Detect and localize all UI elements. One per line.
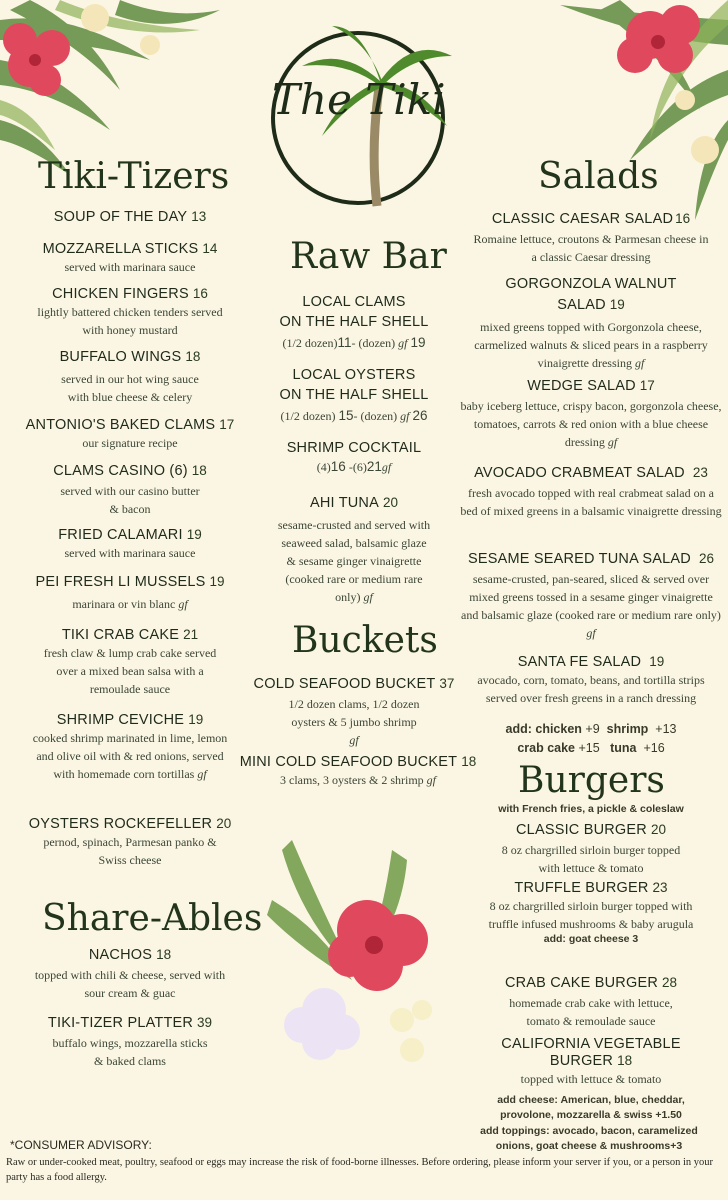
menu-item — [10, 285, 250, 339]
menu-item — [10, 946, 250, 1002]
menu-item — [460, 550, 722, 642]
item-name: SOUP OF THE DAY — [53, 209, 188, 225]
item-description: marinara or vin blanc gf — [72, 597, 188, 611]
menu-item — [10, 711, 250, 783]
item-description: lightly battered chicken tenders served with honey mustard — [37, 305, 223, 337]
menu-item — [10, 815, 250, 869]
item-name: TIKI-TIZER PLATTER — [47, 1015, 194, 1031]
item-name: SHRIMP COCKTAIL — [286, 440, 422, 456]
menu-item — [236, 440, 472, 476]
menu-item — [460, 879, 722, 945]
menu-item — [10, 1014, 250, 1070]
gluten-free-mark: gf — [426, 773, 436, 787]
item-description: 1/2 dozen clams, 1/2 dozen oysters & 5 jumbo shrimp gf — [288, 697, 420, 747]
share-ables-heading: Share-Ables — [42, 898, 263, 939]
item-price: 23 — [692, 465, 708, 480]
item-description: served with our casino butter & bacon — [60, 484, 200, 516]
item-description: homemade crab cake with lettuce, tomato & remoulade sauce — [509, 996, 673, 1028]
item-name: TRUFFLE BURGER — [514, 880, 649, 896]
item-name: COLD SEAFOOD BUCKET — [253, 676, 436, 692]
menu-item — [236, 675, 472, 749]
gluten-free-mark: gf — [586, 626, 596, 640]
logo-text-the: The Tiki — [272, 75, 446, 124]
item-price: 23 — [652, 880, 668, 895]
item-description: sesame-crusted and served with seaweed salad, balsamic glaze & sesame ginger vinaigrette (cooked rare or medium rare only) gf — [277, 518, 431, 604]
item-price: 20 — [216, 816, 232, 831]
gluten-free-mark: gf — [363, 590, 373, 604]
item-price: 19 — [188, 712, 204, 727]
item-description: avocado, corn, tomato, beans, and tortilla strips served over fresh greens in a ranch dressing — [477, 673, 705, 705]
item-description: sesame-crusted, pan-seared, sliced & served over mixed greens tossed in a sesame ginger vinaigrette and balsamic glaze (cooked rare or medium rare only) gf — [461, 572, 721, 640]
item-price: 18 — [617, 1053, 633, 1068]
item-name: SESAME SEARED TUNA SALAD — [468, 551, 691, 567]
item-name: CHICKEN FINGERS — [52, 286, 189, 302]
menu-item — [460, 821, 722, 877]
item-price: 18 — [191, 463, 207, 478]
burgers-heading: Burgers — [518, 760, 665, 801]
the-tiki-logo — [262, 26, 462, 216]
item-price: 16 — [675, 211, 691, 226]
burger-add-toppings: add toppings: avocado, bacon, caramelized onions, goat cheese & mushrooms+3 — [480, 1125, 698, 1152]
item-description: topped with chili & cheese, served with sour cream & guac — [34, 968, 226, 1000]
item-name: CALIFORNIA VEGETABLE — [501, 1036, 681, 1052]
gluten-free-mark: gf — [349, 733, 359, 747]
item-price: 20 — [650, 822, 666, 837]
item-description: buffalo wings, mozzarella sticks & baked clams — [52, 1036, 208, 1068]
item-price: 19 — [209, 574, 225, 589]
item-name: GORGONZOLA WALNUT — [505, 276, 677, 292]
item-price: 13 — [191, 209, 207, 224]
item-name: CRAB CAKE BURGER — [504, 975, 659, 991]
menu-item — [460, 210, 722, 266]
item-price: 18 — [185, 349, 201, 364]
tiki-tizers-heading: Tiki-Tizers — [38, 156, 230, 197]
menu-item — [10, 573, 250, 613]
menu-item — [460, 653, 722, 707]
item-description: baby iceberg lettuce, crispy bacon, gorgonzola cheese, tomatoes, carrots & red onion with a blue cheese dressing gf — [460, 399, 722, 449]
item-price: 17 — [639, 378, 655, 393]
item-price-line: (1/2 dozen) 15- (dozen) gf 26 — [280, 408, 428, 423]
item-price: 19 — [609, 297, 625, 312]
item-name: ON THE HALF SHELL — [279, 387, 429, 403]
item-name: AHI TUNA — [309, 495, 379, 511]
menu-item — [10, 348, 250, 406]
item-price-line: (1/2 dozen)11- (dozen) gf 19 — [282, 335, 426, 350]
item-name: LOCAL OYSTERS — [292, 367, 416, 383]
item-name: LOCAL CLAMS — [302, 294, 406, 310]
menu-item — [10, 416, 250, 452]
menu-item — [10, 462, 250, 518]
tropical-leaves-top-left-illustration — [0, 0, 230, 180]
hibiscus-bouquet-illustration — [262, 820, 462, 1080]
item-description: topped with lettuce & tomato — [520, 1072, 662, 1086]
item-name: CLASSIC CAESAR SALAD — [491, 211, 674, 227]
item-description: fresh avocado topped with real crabmeat salad on a bed of mixed greens in a balsamic vinaigrette dressing — [460, 486, 722, 518]
item-description: fresh claw & lump crab cake served over a mixed bean salsa with a remoulade sauce — [43, 646, 217, 696]
item-price: 39 — [197, 1015, 213, 1030]
item-name: SANTA FE SALAD — [517, 654, 642, 670]
item-description: served with marinara sauce — [64, 546, 196, 560]
item-name: ON THE HALF SHELL — [279, 314, 429, 330]
consumer-advisory-text: Raw or under-cooked meat, poultry, seafood or eggs may increase the risk of food-borne illnesses. Before ordering, please inform your server if you, or a person in your party has a food allergy. — [6, 1157, 714, 1183]
item-name: TIKI CRAB CAKE — [61, 627, 180, 643]
truffle-burger-add-on: add: goat cheese 3 — [543, 933, 639, 945]
item-description: mixed greens topped with Gorgonzola cheese, carmelized walnuts & sliced pears in a raspberry vinaigrette dressing gf — [474, 320, 708, 370]
item-description: Romaine lettuce, croutons & Parmesan cheese in a classic Caesar dressing — [473, 232, 709, 264]
item-description: cooked shrimp marinated in lime, lemon and olive oil with & red onions, served with homemade corn tortillas gf — [32, 731, 228, 781]
menu-item — [10, 208, 250, 226]
item-price: 20 — [382, 495, 399, 510]
item-name: SALAD — [557, 297, 606, 313]
item-name: MINI COLD SEAFOOD BUCKET — [239, 754, 458, 770]
buckets-heading: Buckets — [292, 620, 438, 661]
gluten-free-mark: gf — [197, 767, 207, 781]
item-description: 8 oz chargrilled sirloin burger topped with lettuce & tomato — [501, 843, 681, 875]
burgers-subtitle: with French fries, a pickle & coleslaw — [498, 803, 684, 815]
gluten-free-mark: gf — [634, 356, 645, 370]
item-price: 16 — [192, 286, 208, 301]
item-price: 18 — [156, 947, 172, 962]
item-name: MOZZARELLA STICKS — [42, 241, 199, 257]
menu-item — [10, 240, 250, 276]
burger-add-cheese: add cheese: American, blue, cheddar, provolone, mozzarella & swiss +1.50 — [497, 1094, 685, 1121]
item-description: served with marinara sauce — [64, 260, 196, 274]
menu-item — [10, 626, 250, 698]
item-name: FRIED CALAMARI — [58, 527, 183, 543]
menu-item — [230, 753, 486, 789]
raw-bar-heading: Raw Bar — [290, 236, 447, 277]
item-name: ANTONIO'S BAKED CLAMS — [25, 417, 216, 433]
menu-item — [236, 367, 472, 425]
menu-item — [460, 464, 722, 520]
item-price: 14 — [202, 241, 218, 256]
item-description: 8 oz chargrilled sirloin burger topped with truffle infused mushrooms & baby arugula — [488, 899, 694, 931]
item-price-line: (4)16 -(6)21gf — [316, 459, 392, 474]
item-description: served in our hot wing sauce with blue cheese & celery — [61, 372, 199, 404]
item-price: 21 — [183, 627, 199, 642]
item-name: BUFFALO WINGS — [59, 349, 182, 365]
item-price: 19 — [649, 654, 665, 669]
item-price: 18 — [461, 754, 477, 769]
item-name: SHRIMP CEVICHE — [56, 712, 185, 728]
item-description: our signature recipe — [82, 436, 178, 450]
menu-item — [236, 294, 472, 352]
menu-item — [236, 494, 472, 606]
item-price: 17 — [219, 417, 235, 432]
item-price: 37 — [439, 676, 455, 691]
item-name: CLAMS CASINO (6) — [53, 463, 188, 479]
menu-item — [10, 526, 250, 562]
item-name: NACHOS — [88, 947, 153, 963]
consumer-advisory-title: *CONSUMER ADVISORY: — [10, 1138, 152, 1152]
item-name: WEDGE SALAD — [527, 378, 636, 394]
gluten-free-mark: gf — [607, 435, 618, 449]
menu-item — [460, 1036, 722, 1088]
item-name: AVOCADO CRABMEAT SALAD — [474, 465, 685, 481]
item-name: CLASSIC BURGER — [516, 822, 647, 838]
gluten-free-mark: gf — [178, 597, 188, 611]
item-name: OYSTERS ROCKEFELLER — [28, 816, 213, 832]
menu-item — [460, 974, 722, 1030]
item-description: pernod, spinach, Parmesan panko & Swiss cheese — [43, 835, 217, 867]
menu-item — [460, 377, 722, 451]
item-name: BURGER — [549, 1053, 614, 1069]
salads-heading: Salads — [538, 156, 659, 197]
item-price: 28 — [662, 975, 678, 990]
item-price: 26 — [698, 551, 714, 566]
salad-add-ons: add: chicken +9 shrimp +13 crab cake +15 tuna +16 — [505, 722, 677, 755]
item-description: 3 clams, 3 oysters & 2 shrimp gf — [280, 773, 436, 787]
menu-item — [460, 276, 722, 372]
item-name: PEI FRESH LI MUSSELS — [35, 574, 206, 590]
item-price: 19 — [186, 527, 202, 542]
